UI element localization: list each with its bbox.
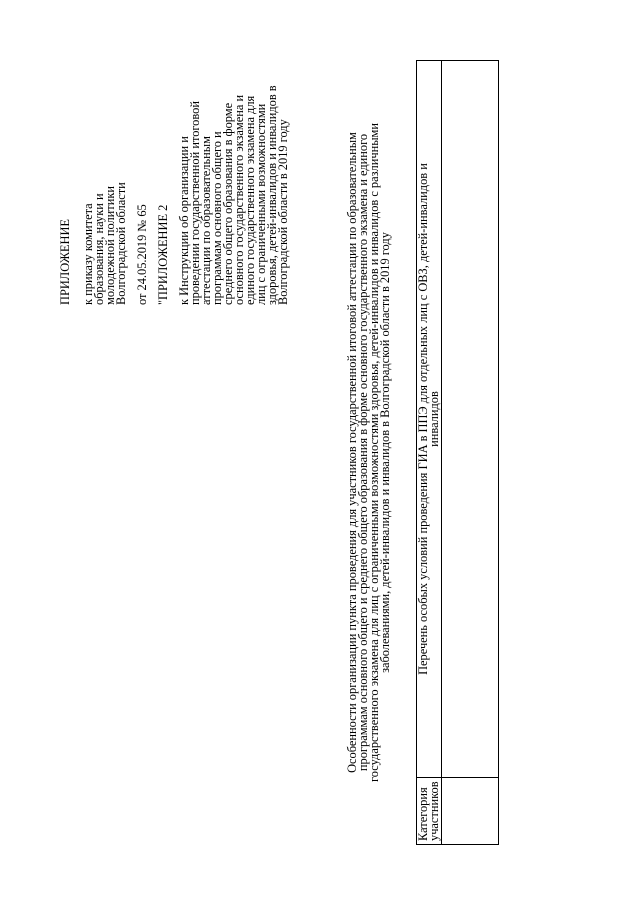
instruction-line: проведении государственной итоговой bbox=[188, 101, 202, 305]
rotated-content bbox=[60, 60, 560, 845]
category-header-line: Категория bbox=[416, 787, 430, 841]
instruction-line: аттестации по образовательным bbox=[199, 136, 213, 305]
order-date: от 24.05.2019 № 65 bbox=[135, 204, 149, 305]
instruction-line: среднего общего образования в форме bbox=[221, 102, 235, 305]
table-cell bbox=[442, 778, 499, 845]
conditions-header-line: инвалидов bbox=[427, 391, 441, 447]
instruction-line: основного государственного экзамена и bbox=[232, 94, 246, 305]
heading-line: государственного экзамена для лиц с ограниченными возможностями здоровья, детей-инвалидов и инвалидов с различными bbox=[367, 123, 381, 783]
appendix-subtitle: "ПРИЛОЖЕНИЕ 2 bbox=[156, 204, 170, 305]
table-row bbox=[442, 61, 499, 845]
table-header-row bbox=[417, 61, 442, 845]
appendix-block bbox=[60, 60, 289, 305]
appendix-title: ПРИЛОЖЕНИЕ bbox=[58, 219, 72, 305]
heading-line: программам основного общего и среднего общего образования в форме основного государственного экзамена и единого bbox=[356, 133, 370, 772]
instruction-line: к Инструкции об организации и bbox=[177, 136, 191, 305]
instruction-line: Волгоградской области в 2019 году bbox=[276, 119, 290, 305]
category-header-line: участников bbox=[427, 781, 441, 841]
document-heading bbox=[347, 60, 391, 845]
instruction-line: единого государственного экзамена для bbox=[243, 95, 257, 305]
conditions-header-line: Перечень особых условий проведения ГИА в ППЭ для отдельных лиц с ОВЗ, детей-инвалидов и bbox=[416, 163, 430, 675]
category-header-cell bbox=[417, 778, 442, 845]
table-cell bbox=[442, 61, 499, 778]
heading-line: заболеваниями, детей-инвалидов и инвалидов в Волгоградской области в 2019 году bbox=[378, 232, 392, 673]
order-line: молодежной политики bbox=[103, 186, 117, 305]
instruction-line: здоровья, детей-инвалидов и инвалидов в bbox=[265, 85, 279, 305]
instruction-line: программам основного общего и bbox=[210, 131, 224, 305]
order-line: к приказу комитета bbox=[81, 203, 95, 305]
instruction-line: лиц с ограниченными возможностями bbox=[254, 103, 268, 305]
conditions-header-cell bbox=[417, 61, 442, 778]
order-line: Волгоградской области bbox=[114, 182, 128, 305]
heading-line: Особенности организации пункта проведения для участников государственной итоговой аттестации по образовательным bbox=[345, 132, 359, 773]
conditions-table bbox=[416, 60, 499, 845]
order-line: образования, науки и bbox=[92, 193, 106, 305]
